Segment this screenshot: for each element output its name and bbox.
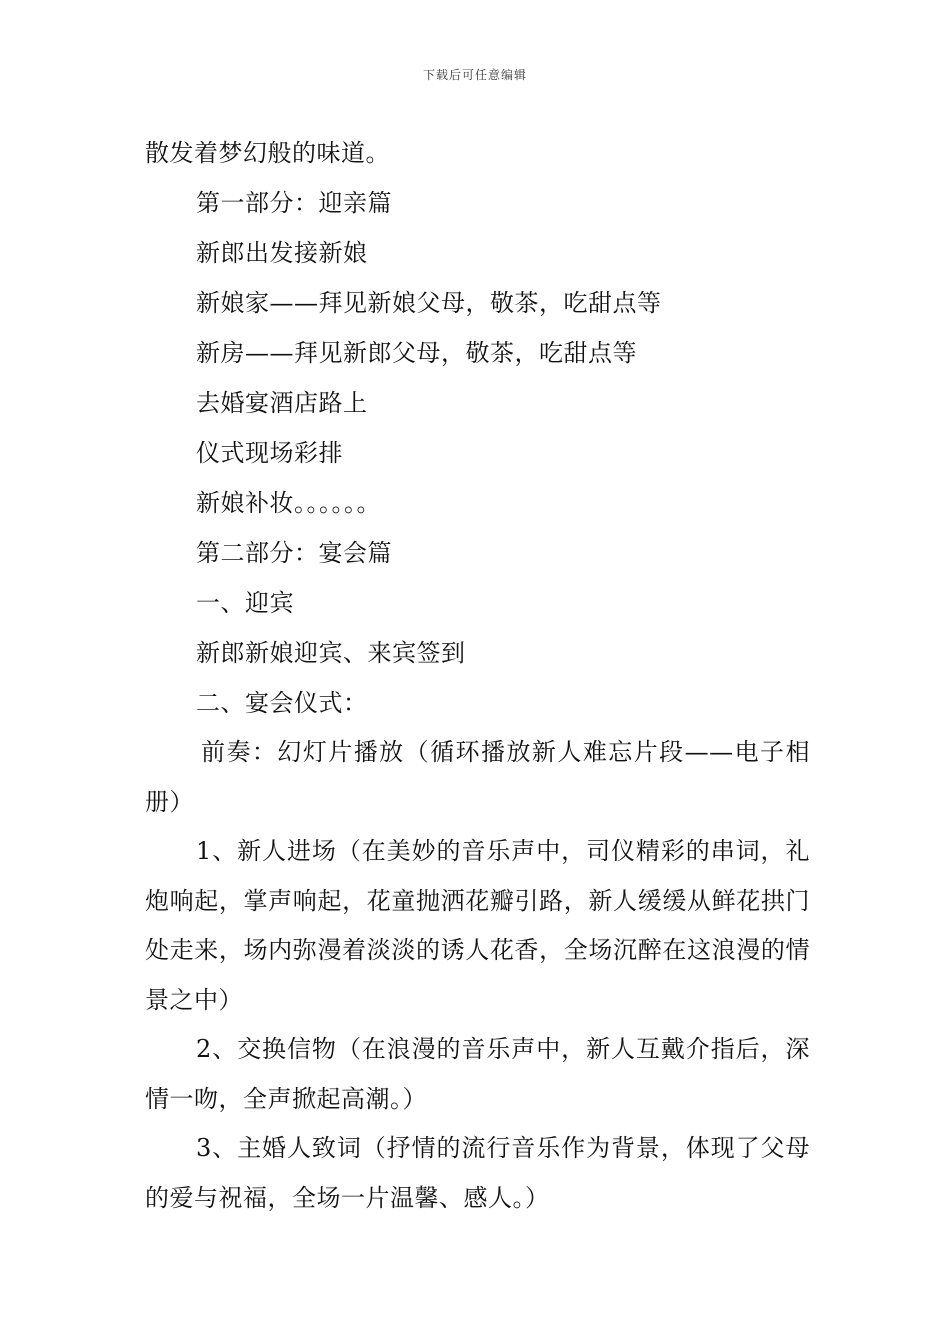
section-heading-2: 第二部分：宴会篇 — [196, 539, 392, 567]
subheading: 二、宴会仪式： — [196, 689, 368, 717]
page-header: 下载后可任意编辑 — [422, 68, 527, 82]
text-line: 新郎出发接新娘 — [196, 239, 368, 267]
subheading: 一、迎宾 — [196, 589, 294, 617]
text-line-continuation: 散发着梦幻般的味道。 — [145, 139, 390, 167]
paragraph-prelude: 前奏：幻灯片播放（循环播放新人难忘片段——电子相册） — [145, 738, 810, 816]
text-line: 新娘补妆。。。。。。 — [196, 489, 381, 517]
paragraph-item-1: 1、新人进场（在美妙的音乐声中，司仪精彩的串词，礼炮响起，掌声响起，花童抛洒花瓣引路，新人缓缓从鲜花拱门处走来，场内弥漫着淡淡的诱人花香，全场沉醉在这浪漫的情景之中） — [145, 837, 810, 1014]
text-line: 新房——拜见新郎父母，敬茶，吃甜点等 — [196, 339, 637, 367]
text-line: 去婚宴酒店路上 — [196, 389, 368, 417]
text-line: 新娘家——拜见新娘父母，敬茶，吃甜点等 — [196, 289, 662, 317]
paragraph-item-3: 3、主婚人致词（抒情的流行音乐作为背景，体现了父母的爱与祝福，全场一片温馨、感人。） — [145, 1134, 810, 1212]
text-line: 新郎新娘迎宾、来宾签到 — [196, 639, 466, 667]
text-line: 仪式现场彩排 — [196, 439, 343, 467]
document-body — [145, 128, 810, 1223]
paragraph-item-2: 2、交换信物（在浪漫的音乐声中，新人互戴介指后，深情一吻，全声掀起高潮。） — [145, 1035, 810, 1113]
section-heading-1: 第一部分：迎亲篇 — [196, 189, 392, 217]
